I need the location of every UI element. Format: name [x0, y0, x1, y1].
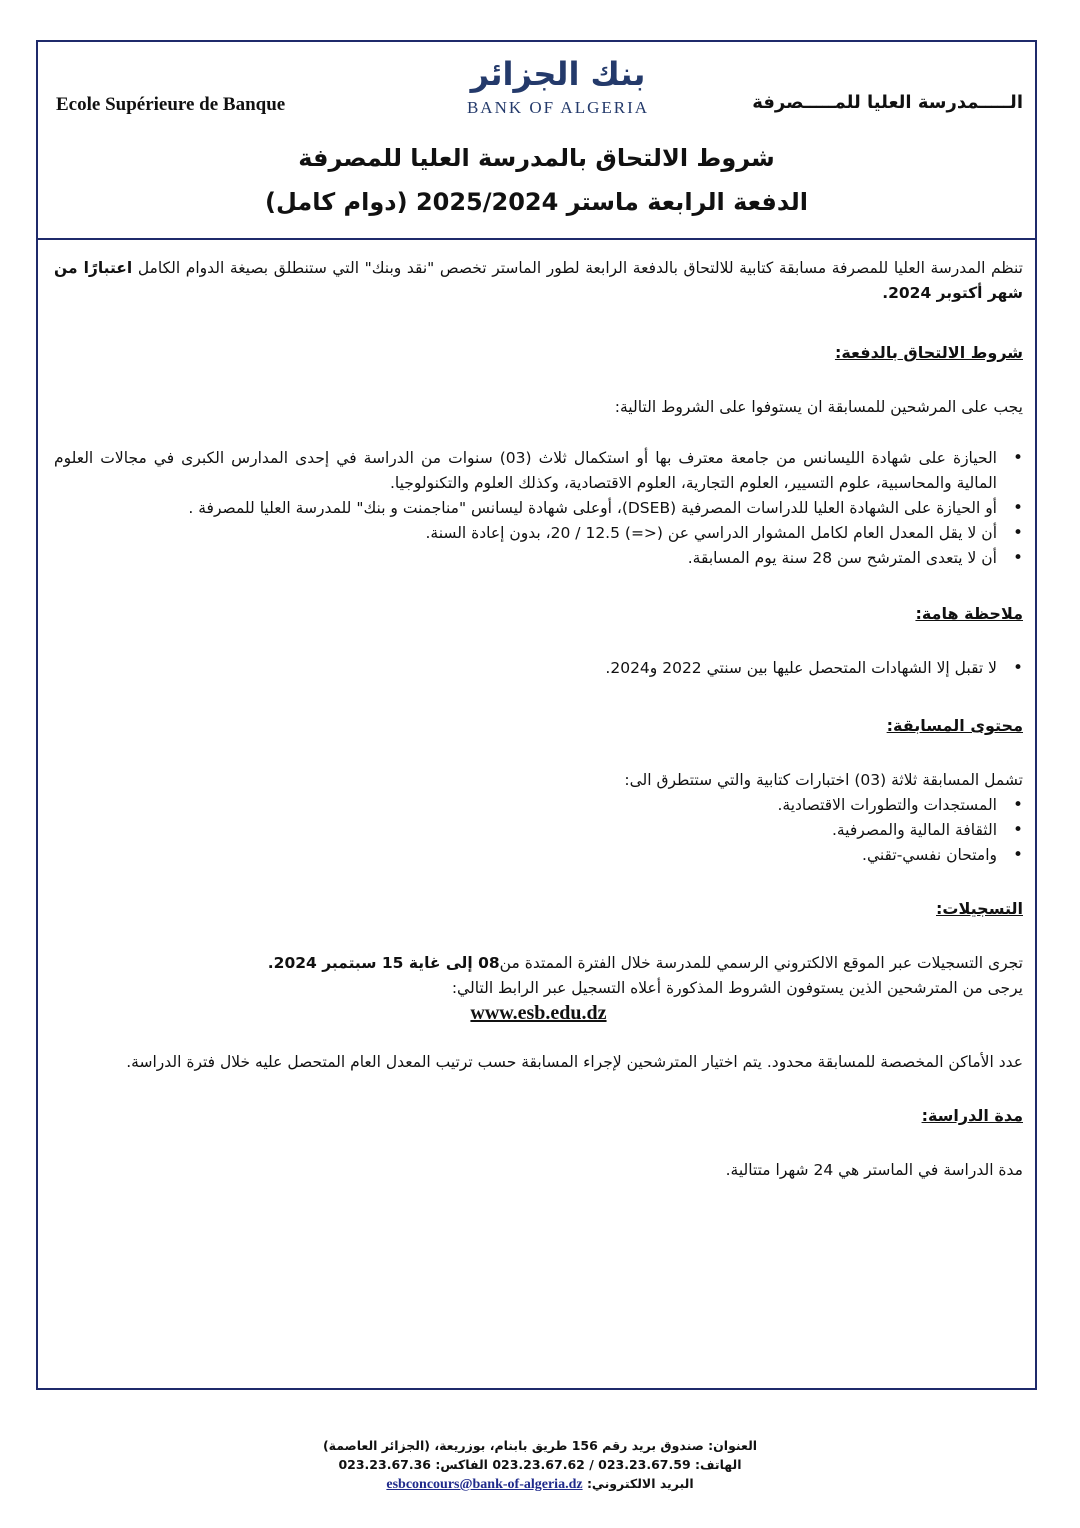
exam-list	[54, 793, 1023, 868]
bank-logo	[433, 52, 683, 132]
registration-heading: التسجيلات:	[936, 899, 1023, 918]
seats-paragraph: عدد الأماكن المخصصة للمسابقة محدود. يتم اختيار المترشحين لإجراء المسابقة حسب ترتيب المعدل العام المتحصل عليه خلال فترة الدراسة.	[126, 1053, 1023, 1071]
list-item: • وامتحان نفسي-تقني.	[54, 843, 997, 868]
footer-phone: الهاتف: 023.23.67.59 / 023.23.67.62 الفاكس: 023.23.67.36	[338, 1457, 742, 1472]
school-name-fr: Ecole Supérieure de Banque	[56, 94, 286, 115]
document-body	[54, 256, 1023, 1183]
list-item: • الحيازة على شهادة الليسانس من جامعة معترف بها أو استكمال ثلاث (03) سنوات من الدراسة في إحدى المدارس الكبرى في مجالات العلوم المالية والمحاسبية، علوم التسيير، العلوم التجارية، العلوم الاقتصادية، وكذلك العلوم والتكنولوجيا.	[54, 446, 997, 496]
conditions-lead: يجب على المرشحين للمسابقة ان يستوفوا على الشروط التالية:	[614, 398, 1023, 416]
list-item: • أن لا يتعدى المترشح سن 28 سنة يوم المسابقة.	[54, 546, 997, 571]
document-frame	[36, 40, 1037, 1390]
list-item: • المستجدات والتطورات الاقتصادية.	[54, 793, 997, 818]
document-subtitle: الدفعة الرابعة ماستر 2025/2024 (دوام كامل)	[264, 188, 808, 216]
list-item: • الثقافة المالية والمصرفية.	[54, 818, 997, 843]
document-header	[38, 42, 1035, 240]
footer-email-line	[0, 1474, 1080, 1494]
logo-arabic-text: بنك الجزائر	[470, 55, 646, 93]
school-name-ar: الـــــمدرسة العليا للمـــــصرفة	[752, 92, 1023, 113]
list-item: • أو الحيازة على الشهادة العليا للدراسات المصرفية (DSEB)، أوعلى شهادة ليسانس "مناجمنت و بنك" للمدرسة العليا للمصرفة .	[54, 496, 997, 521]
logo-english-text: BANK OF ALGERIA	[466, 98, 650, 117]
conditions-list	[54, 446, 1023, 571]
footer-email-link[interactable]: esbconcours@bank-of-algeria.dz	[386, 1477, 583, 1492]
duration-heading: مدة الدراسة:	[921, 1106, 1023, 1125]
registration-instruction: يرجى من المترشحين الذين يستوفون الشروط المذكورة أعلاه التسجيل عبر الرابط التالي:	[451, 979, 1023, 997]
exam-heading: محتوى المسابقة:	[886, 716, 1023, 735]
note-list	[54, 656, 1023, 681]
list-item: • لا تقبل إلا الشهادات المتحصل عليها بين سنتي 2022 و2024.	[54, 656, 997, 681]
intro-paragraph: تنظم المدرسة العليا للمصرفة مسابقة كتابية للالتحاق بالدفعة الرابعة لطور الماستر تخصص "نقد وبنك" التي ستنطلق بصيغة الدوام الكامل اعتبارًا من شهر أكتوبر 2024.	[54, 259, 1023, 302]
registration-link[interactable]: www.esb.edu.dz	[470, 1002, 607, 1024]
document-footer	[0, 1436, 1080, 1494]
document-title: شروط الالتحاق بالمدرسة العليا للمصرفة	[298, 144, 775, 172]
exam-lead: تشمل المسابقة ثلاثة (03) اختبارات كتابية والتي ستتطرق الى:	[624, 771, 1023, 789]
note-heading: ملاحظة هامة:	[915, 604, 1023, 623]
footer-email-label: البريد الالكتروني:	[586, 1476, 694, 1491]
footer-address: العنوان: صندوق بريد رقم 156 طريق بابنام، بوزريعة، (الجزائر العاصمة)	[322, 1438, 758, 1453]
duration-text: مدة الدراسة في الماستر هي 24 شهرا متتالية.	[725, 1161, 1023, 1179]
registration-paragraph: تجرى التسجيلات عبر الموقع الالكتروني الرسمي للمدرسة خلال الفترة الممتدة من08 إلى غاية 15 سبتمبر 2024.	[267, 954, 1023, 972]
list-item: • أن لا يقل المعدل العام لكامل المشوار الدراسي عن (<=) 12.5 / 20، بدون إعادة السنة.	[54, 521, 997, 546]
conditions-heading: شروط الالتحاق بالدفعة:	[834, 343, 1023, 362]
